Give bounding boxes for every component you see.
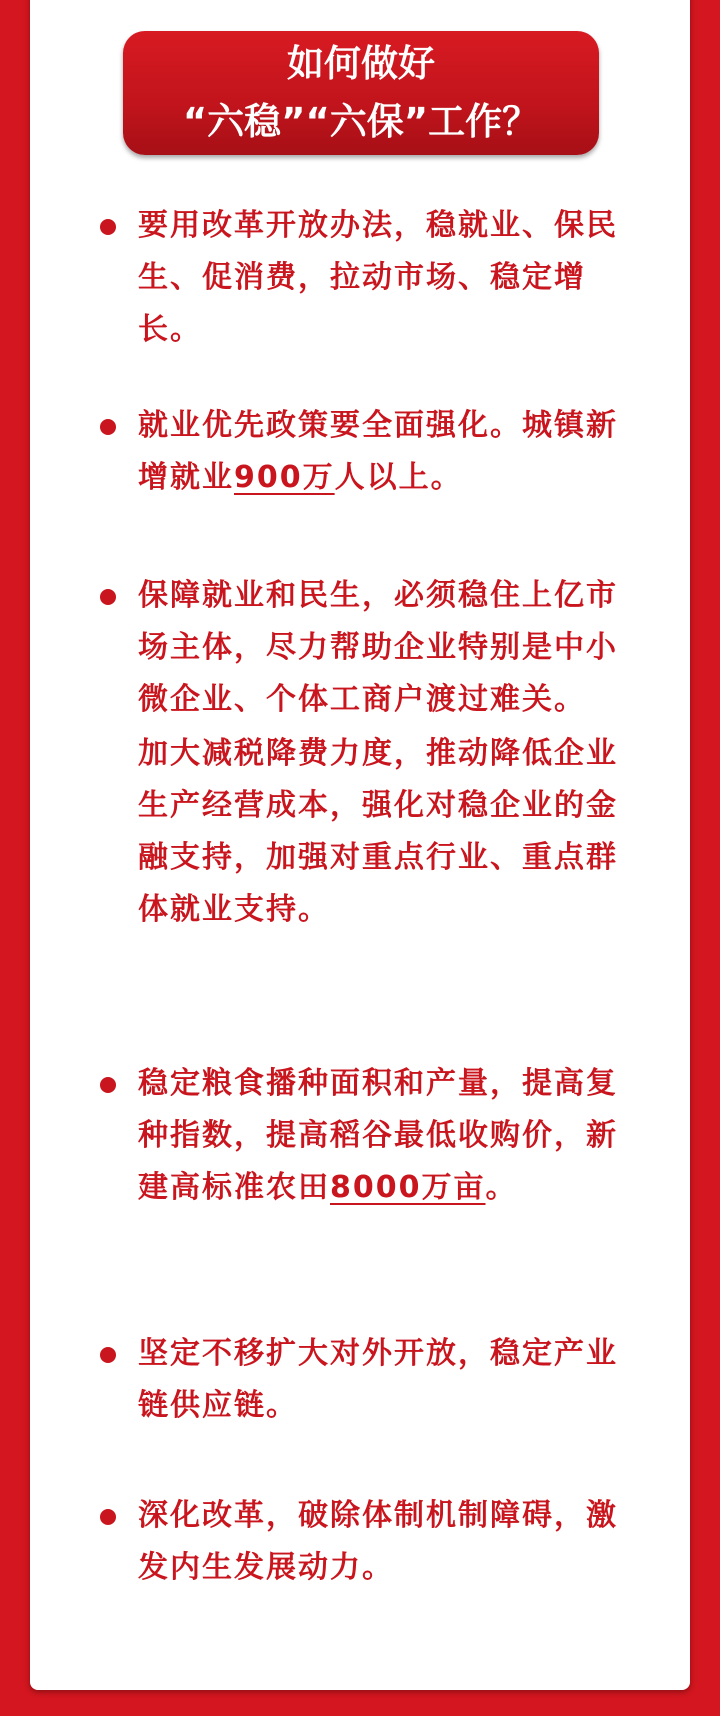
bullet-paragraph [138,1490,640,1594]
paragraph-text: 。 [485,1170,518,1205]
bullet-paragraph [138,400,640,504]
highlight-figure: 8000万亩 [330,1170,486,1205]
paragraph-text: 深化改革，破除体制机制障碍，激发内生发展动力。 [138,1498,618,1585]
bullet-item [100,1058,640,1214]
paragraph-text: 就业优先政策要全面强化。城镇新增就业 [138,408,618,495]
title-line-2: “六稳”“六保”工作？ [182,100,540,143]
highlight-figure: 900万 [234,460,335,495]
bullet-paragraph [138,1058,640,1214]
bullet-dot-icon [100,589,116,605]
bullet-paragraph [138,1328,640,1432]
content-card [30,0,690,1690]
title-banner [123,31,599,155]
bullet-item [100,400,640,504]
bullet-dot-icon [100,419,116,435]
bullet-item [100,570,640,936]
paragraph-text: 要用改革开放办法，稳就业、保民生、促消费，拉动市场、稳定增长。 [138,208,618,347]
bullet-dot-icon [100,1077,116,1093]
bullet-dot-icon [100,219,116,235]
bullet-paragraph [138,200,640,356]
bullet-dot-icon [100,1509,116,1525]
paragraph-text: 保障就业和民生，必须稳住上亿市场主体，尽力帮助企业特别是中小微企业、个体工商户渡过难关。 [138,578,618,717]
bullet-item [100,1328,640,1432]
bullet-item [100,1490,640,1594]
title-line-1: 如何做好 [287,42,435,85]
bullet-paragraph [138,728,640,936]
paragraph-text: 稳定粮食播种面积和产量，提高复种指数，提高稻谷最低收购价，新建高标准农田 [138,1066,618,1205]
paragraph-text: 人以上。 [334,460,463,495]
bullet-dot-icon [100,1347,116,1363]
bullet-item [100,200,640,356]
paragraph-text: 坚定不移扩大对外开放，稳定产业链供应链。 [138,1336,618,1423]
paragraph-text: 加大减税降费力度，推动降低企业生产经营成本，强化对稳企业的金融支持，加强对重点行业、重点群体就业支持。 [138,736,618,927]
bullet-paragraph [138,570,640,726]
